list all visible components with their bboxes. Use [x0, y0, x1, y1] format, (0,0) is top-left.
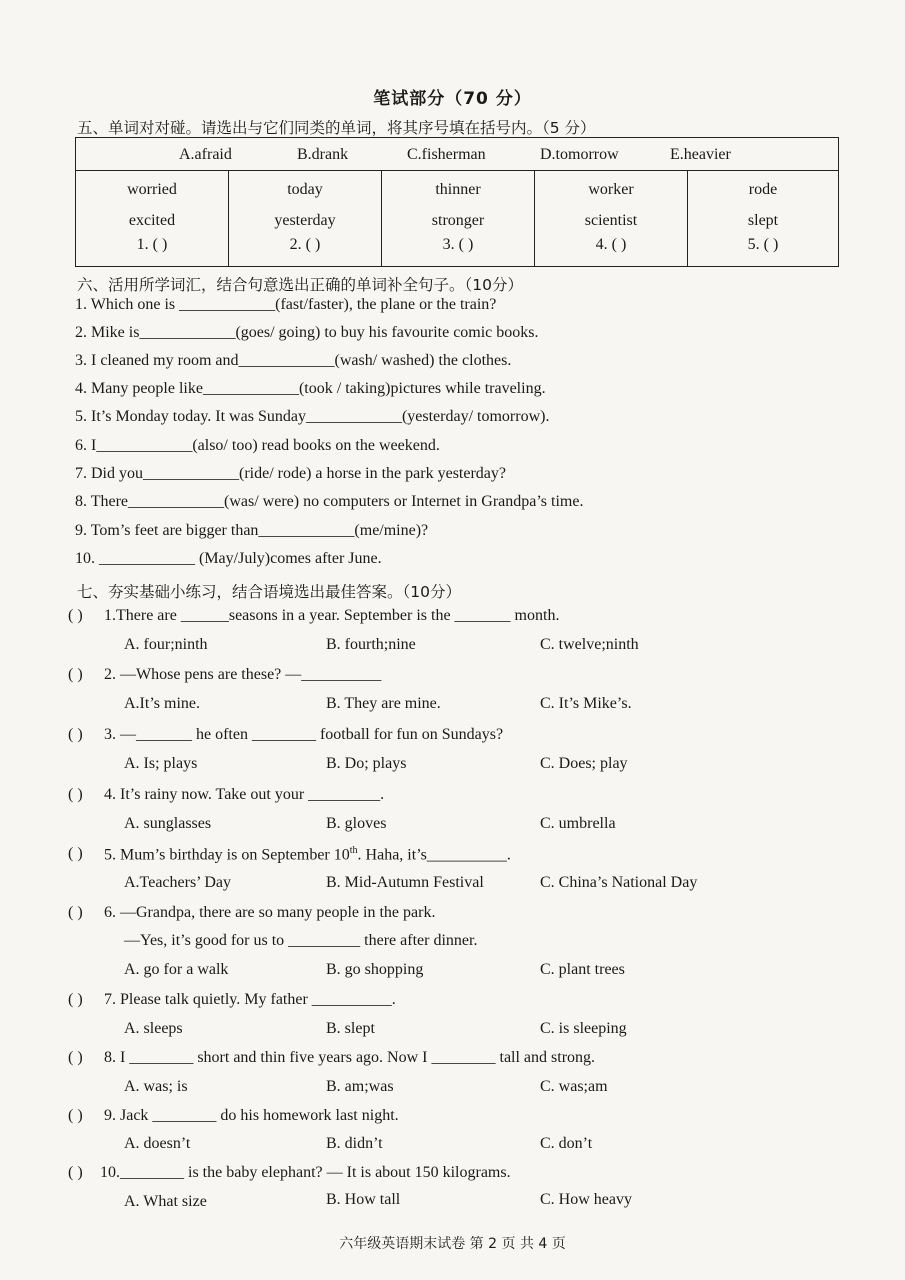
- cell-word-1: worker: [588, 181, 634, 198]
- section-7-heading: 七、夯实基础小练习，结合语境选出最佳答案。（10分）: [77, 583, 461, 601]
- option-a: A.afraid: [179, 146, 232, 163]
- choice-b: B. didn’t: [326, 1135, 383, 1152]
- cell-word-2: slept: [747, 212, 779, 229]
- question-stem: 2. —Whose pens are these? —__________: [104, 666, 382, 683]
- choice-b: B. go shopping: [326, 961, 424, 978]
- answer-paren[interactable]: ( ): [68, 1049, 83, 1066]
- options-row: [76, 138, 838, 171]
- choice-c: C. How heavy: [540, 1191, 632, 1208]
- question-stem: 9. Jack ________ do his homework last night.: [104, 1107, 399, 1124]
- option-d: D.tomorrow: [540, 146, 619, 163]
- match-cell-5: [688, 171, 838, 266]
- question-stem: 8. I ________ short and thin five years ago. Now I ________ tall and strong.: [104, 1049, 596, 1066]
- choice-b: B. They are mine.: [326, 695, 441, 712]
- fill-in-sentence: 7. Did you____________(ride/ rode) a horse in the park yesterday?: [75, 465, 506, 482]
- choice-c: C. is sleeping: [540, 1020, 627, 1037]
- section-5-heading: 五、单词对对碰。请选出与它们同类的单词，将其序号填在括号内。（5 分）: [77, 119, 596, 137]
- choice-a: A.Teachers’ Day: [124, 874, 231, 891]
- answer-paren[interactable]: ( ): [68, 1107, 83, 1124]
- answer-blank[interactable]: 3. ( ): [442, 236, 474, 253]
- cell-word-2: yesterday: [274, 212, 336, 229]
- cell-word-1: today: [287, 181, 323, 198]
- fill-in-sentence: 10. ____________ (May/July)comes after June.: [75, 550, 382, 567]
- superscript: th: [349, 845, 358, 856]
- answer-paren[interactable]: ( ): [68, 845, 83, 862]
- cell-word-2: scientist: [584, 212, 638, 229]
- question-stem: 4. It’s rainy now. Take out your _________.: [104, 786, 385, 803]
- question-stem: 7. Please talk quietly. My father __________.: [104, 991, 396, 1008]
- answer-blank[interactable]: 4. ( ): [595, 236, 627, 253]
- answer-blank[interactable]: 5. ( ): [747, 236, 779, 253]
- question-stem: 10.________ is the baby elephant? — It is about 150 kilograms.: [100, 1164, 511, 1181]
- question-stem: 3. —_______ he often ________ football for fun on Sundays?: [104, 726, 504, 743]
- cell-word-1: rode: [748, 181, 778, 198]
- choice-b: B. Mid-Autumn Festival: [326, 874, 484, 891]
- question-stem: 1.There are ______seasons in a year. September is the _______ month.: [104, 607, 560, 624]
- answer-blank[interactable]: 2. ( ): [289, 236, 321, 253]
- choice-a: A. sleeps: [124, 1020, 183, 1037]
- choice-c: C. Does; play: [540, 755, 628, 772]
- question-stem: [104, 845, 511, 864]
- option-b: B.drank: [297, 146, 349, 163]
- answer-blank[interactable]: 1. ( ): [136, 236, 168, 253]
- question-text-end: . Haha, it’s__________.: [357, 846, 511, 864]
- fill-in-sentence: 2. Mike is____________(goes/ going) to buy his favourite comic books.: [75, 324, 539, 341]
- choice-b: B. fourth;nine: [326, 636, 416, 653]
- choice-a: A. was; is: [124, 1078, 188, 1095]
- choice-a: A. What size: [124, 1193, 207, 1210]
- answer-paren[interactable]: ( ): [68, 904, 83, 921]
- page-title: 笔试部分（70 分）: [373, 89, 532, 109]
- question-stem: 6. —Grandpa, there are so many people in the park.: [104, 904, 436, 921]
- answer-paren[interactable]: ( ): [68, 726, 83, 743]
- match-cell-1: [76, 171, 229, 266]
- choice-b: B. gloves: [326, 815, 387, 832]
- fill-in-sentence: 5. It’s Monday today. It was Sunday____________(yesterday/ tomorrow).: [75, 408, 550, 425]
- cell-word-1: worried: [127, 181, 177, 198]
- choice-c: C. It’s Mike’s.: [540, 695, 632, 712]
- choice-a: A. Is; plays: [124, 755, 198, 772]
- question-text: 5. Mum’s birthday is on September 10: [104, 846, 350, 864]
- choice-a: A. sunglasses: [124, 815, 212, 832]
- section-6-heading: 六、活用所学词汇，结合句意选出正确的单词补全句子。（10分）: [77, 276, 523, 294]
- answer-paren[interactable]: ( ): [68, 607, 83, 624]
- fill-in-sentence: 1. Which one is ____________(fast/faster), the plane or the train?: [75, 296, 497, 313]
- answer-paren[interactable]: ( ): [68, 991, 83, 1008]
- match-cell-4: [535, 171, 688, 266]
- choice-c: C. umbrella: [540, 815, 616, 832]
- word-match-table: [75, 137, 839, 267]
- cell-word-2: stronger: [431, 212, 485, 229]
- answer-paren[interactable]: ( ): [68, 1164, 83, 1181]
- cell-word-1: thinner: [435, 181, 481, 198]
- fill-in-sentence: 9. Tom’s feet are bigger than____________(me/mine)?: [75, 522, 429, 539]
- choice-b: B. am;was: [326, 1078, 394, 1095]
- fill-in-sentence: 4. Many people like____________(took / taking)pictures while traveling.: [75, 380, 546, 397]
- option-e: E.heavier: [670, 146, 731, 163]
- fill-in-sentence: 3. I cleaned my room and____________(wash/ washed) the clothes.: [75, 352, 512, 369]
- fill-in-sentence: 8. There____________(was/ were) no computers or Internet in Grandpa’s time.: [75, 493, 584, 510]
- question-stem-line-2: —Yes, it’s good for us to _________ there after dinner.: [124, 932, 478, 949]
- choice-b: B. Do; plays: [326, 755, 407, 772]
- fill-in-sentence: 6. I____________(also/ too) read books on the weekend.: [75, 437, 440, 454]
- choice-b: B. slept: [326, 1020, 375, 1037]
- choice-a: A. go for a walk: [124, 961, 229, 978]
- answer-paren[interactable]: ( ): [68, 786, 83, 803]
- match-cell-2: [229, 171, 382, 266]
- choice-c: C. don’t: [540, 1135, 593, 1152]
- choice-c: C. twelve;ninth: [540, 636, 639, 653]
- choice-a: A.It’s mine.: [124, 695, 200, 712]
- choice-a: A. four;ninth: [124, 636, 208, 653]
- choice-c: C. was;am: [540, 1078, 608, 1095]
- match-cell-3: [382, 171, 535, 266]
- cell-word-2: excited: [128, 212, 176, 229]
- choice-a: A. doesn’t: [124, 1135, 191, 1152]
- choice-c: C. China’s National Day: [540, 874, 698, 891]
- choice-c: C. plant trees: [540, 961, 625, 978]
- choice-b: B. How tall: [326, 1191, 401, 1208]
- page-footer: 六年级英语期末试卷 第 2 页 共 4 页: [339, 1236, 566, 1252]
- option-c: C.fisherman: [407, 146, 486, 163]
- answer-paren[interactable]: ( ): [68, 666, 83, 683]
